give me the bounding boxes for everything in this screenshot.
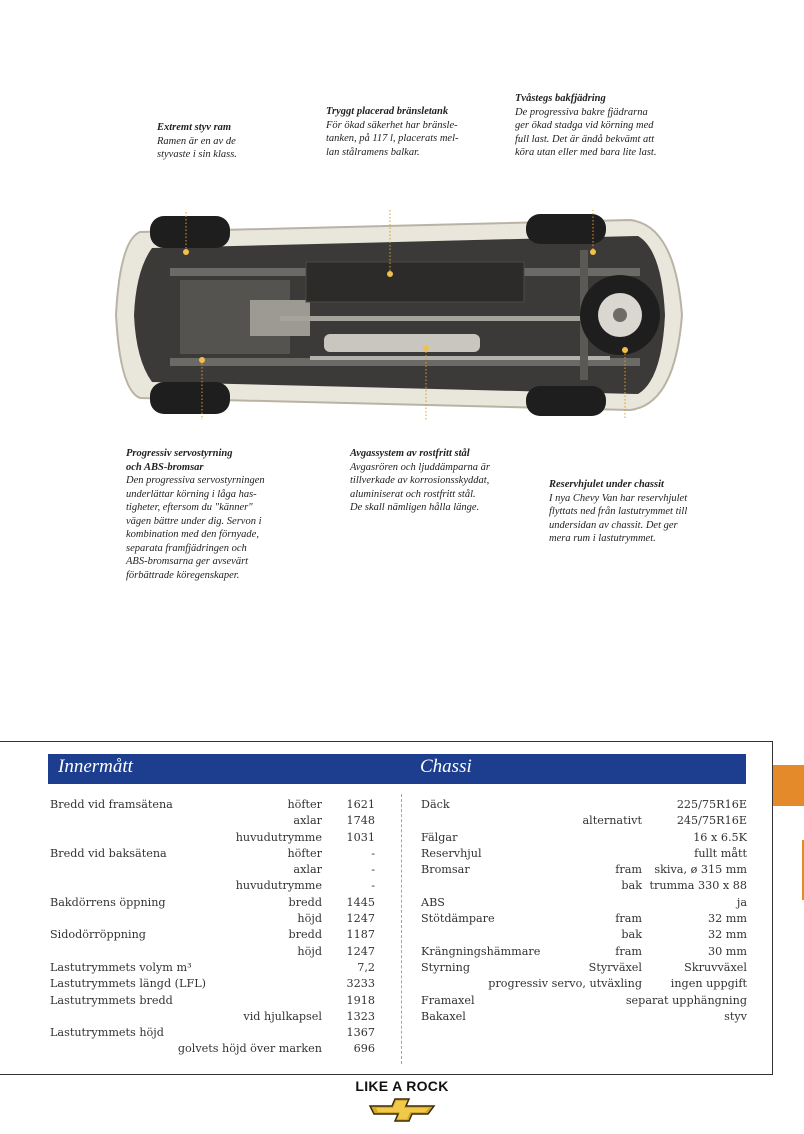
spec-row (421, 846, 747, 862)
spec-label: Stötdämpare (421, 912, 495, 926)
spec-value: Skruvväxel (684, 960, 747, 974)
spec-row (421, 993, 747, 1009)
spec-value: 1187 (346, 928, 375, 942)
callout-exhaust-title: Avgassystem av rostfritt stål (350, 448, 470, 459)
spec-label: Framaxel (421, 993, 475, 1007)
spec-label: ABS (421, 895, 445, 909)
callout-spare-wheel-title: Reservhjulet under chassit (549, 479, 664, 490)
inner-dimensions-title: Innermått (58, 756, 133, 777)
spec-header-bar (48, 754, 746, 784)
spec-value: 30 mm (707, 944, 747, 958)
spec-value: 225/75R16E (676, 798, 747, 811)
spec-sublabel: höjd (297, 944, 322, 958)
spec-sublabel: vid hjulkapsel (243, 1009, 322, 1023)
spec-sublabel: bredd (288, 928, 322, 942)
spec-row (421, 911, 747, 927)
spec-value: - (371, 863, 375, 877)
spec-sublabel: Styrväxel (588, 960, 642, 974)
callout-fuel-tank (326, 105, 476, 159)
callout-steering-title: Progressiv servostyrning och ABS-bromsar (126, 448, 233, 473)
callout-fuel-tank-title: Tryggt placerad bränsletank (326, 106, 449, 117)
spec-row (421, 830, 747, 846)
spec-row (50, 813, 380, 829)
spec-row (421, 976, 747, 992)
spec-row (421, 895, 747, 911)
chassis-title: Chassi (420, 756, 472, 777)
spec-sublabel: bak (621, 879, 642, 893)
spec-row (421, 944, 747, 960)
spec-label: Krängningshämmare (421, 944, 541, 958)
spec-row (50, 911, 380, 927)
spec-row (50, 830, 380, 846)
spec-label: Bakdörrens öppning (50, 895, 166, 909)
spec-sublabel: huvudutrymme (235, 879, 322, 893)
spec-label: Reservhjul (421, 846, 482, 860)
spec-value: trumma 330 x 88 (649, 879, 747, 893)
spec-value: 1748 (346, 814, 375, 828)
callout-fuel-tank-body: För ökad säkerhet har bränsle- tanken, på 117 l, placerats mel- lan stålramens balkar. (326, 119, 459, 158)
spec-value: 1445 (346, 895, 375, 909)
spec-value: 1247 (346, 944, 375, 958)
spec-value: - (371, 879, 375, 893)
spec-row (421, 1009, 747, 1025)
spec-row (50, 1025, 380, 1041)
spec-sublabel: fram (615, 863, 642, 877)
spec-value: 32 mm (707, 912, 747, 926)
spec-sublabel: bak (621, 928, 642, 942)
spec-row (50, 846, 380, 862)
spec-label: Lastutrymmets volym m³ (50, 960, 192, 974)
callout-steering (126, 447, 286, 582)
spec-sublabel: axlar (293, 863, 322, 877)
spec-table (0, 741, 773, 1075)
spec-sublabel: höfter (287, 846, 322, 860)
spec-label: Lastutrymmets höjd (50, 1026, 164, 1040)
spec-value: ja (736, 895, 747, 909)
spec-label: Bakaxel (421, 1009, 466, 1023)
spec-value: 16 x 6.5K (693, 830, 747, 844)
spec-row (50, 927, 380, 943)
spec-row (50, 944, 380, 960)
spec-value: 1323 (346, 1009, 375, 1023)
spec-row (50, 895, 380, 911)
spec-label: Styrning (421, 960, 470, 974)
callout-frame (157, 121, 267, 162)
callout-steering-body: Den progressiva servostyrningen underlättar körning i låga has- tigheter, eftersom du "känner" vägen bättre under dig. Servon i kombination med den förnyade, separata framfjädringen och ABS-bromsarna ger avsevärt förbättrade köregenskaper. (126, 475, 265, 581)
spec-row (50, 1041, 380, 1057)
spec-value: 1918 (346, 993, 375, 1007)
callout-spare-wheel (549, 478, 709, 546)
spec-row (421, 960, 747, 976)
spec-value: 32 mm (707, 928, 747, 942)
callout-rear-spring-body: De progressiva bakre fjädrarna ger ökad stadga vid körning med full last. Det är ändå bekvämt att köra utan eller med bara lite last. (515, 106, 657, 158)
spec-label: Bredd vid framsätena (50, 798, 173, 811)
spec-label: Sidodörröppning (50, 928, 146, 942)
spec-row (421, 862, 747, 878)
spec-sublabel: huvudutrymme (235, 830, 322, 844)
spec-row (50, 862, 380, 878)
spec-sublabel: golvets höjd över marken (177, 1042, 322, 1056)
spec-row (50, 1009, 380, 1025)
spec-row (50, 993, 380, 1009)
spec-value: 7,2 (357, 960, 375, 974)
chevrolet-bowtie-logo (368, 1097, 436, 1123)
spec-label: Däck (421, 798, 450, 811)
spec-sublabel: höjd (297, 912, 322, 926)
slogan: LIKE A ROCK (355, 1078, 449, 1094)
spec-value: 1621 (346, 798, 375, 811)
spec-value: 245/75R16E (676, 814, 747, 828)
callout-spare-wheel-body: I nya Chevy Van har reservhjulet flyttats ned från lastutrymmet till undersidan av chassit. Det ger mera rum i lastutrymmet. (549, 492, 688, 544)
spec-value: - (371, 846, 375, 860)
spec-value: separat upphängning (625, 993, 747, 1007)
spec-row (421, 813, 747, 829)
callout-frame-title: Extremt styv ram (157, 122, 232, 133)
spec-value: 696 (353, 1042, 375, 1056)
spec-sublabel: axlar (293, 814, 322, 828)
spec-sublabel: progressiv servo, utväxling (488, 977, 642, 991)
spec-sublabel: höfter (287, 798, 322, 811)
spec-row (50, 960, 380, 976)
spec-row (50, 797, 380, 813)
spec-label: Bredd vid baksätena (50, 846, 167, 860)
spec-sublabel: alternativt (582, 814, 642, 828)
page-tab-marker (773, 765, 804, 806)
callout-exhaust (350, 447, 510, 515)
spec-row (421, 927, 747, 943)
inner-dimensions-list (50, 797, 380, 1058)
spec-value: fullt mått (694, 846, 747, 860)
callout-rear-spring-title: Tvåstegs bakfjädring (515, 93, 606, 104)
spec-value: skiva, ø 315 mm (654, 863, 747, 877)
callout-rear-spring (515, 92, 675, 160)
callout-frame-body: Ramen är en av de styvaste i sin klass. (157, 135, 237, 160)
spec-value: 1367 (346, 1026, 375, 1040)
chassis-illustration (110, 210, 690, 420)
spec-value: ingen uppgift (670, 977, 747, 991)
spec-row (421, 878, 747, 894)
spec-value: 1247 (346, 912, 375, 926)
spec-sublabel: bredd (288, 895, 322, 909)
callout-exhaust-body: Avgasrören och ljuddämparna är tillverkade av korrosionsskyddat, aluminiserat och rostfritt stål. De skall nämligen hålla länge. (350, 461, 490, 513)
chassis-spec-list (421, 797, 747, 1025)
spec-label: Fälgar (421, 830, 458, 844)
spec-value: 3233 (346, 977, 375, 991)
spec-value: 1031 (346, 830, 375, 844)
spec-value: styv (724, 1009, 747, 1023)
spec-row (50, 878, 380, 894)
spec-label: Lastutrymmets längd (LFL) (50, 977, 207, 991)
spec-row (50, 976, 380, 992)
spec-sublabel: fram (615, 912, 642, 926)
spec-label: Lastutrymmets bredd (50, 993, 173, 1007)
spec-sublabel: fram (615, 944, 642, 958)
spec-row (421, 797, 747, 813)
spec-label: Bromsar (421, 863, 470, 877)
spec-divider (401, 794, 402, 1064)
